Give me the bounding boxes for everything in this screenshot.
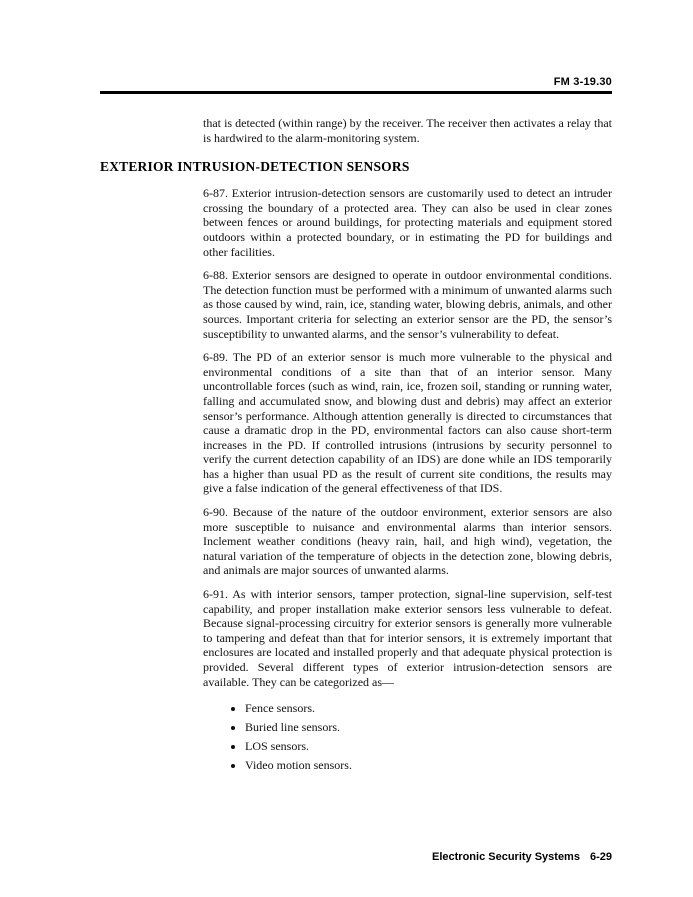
section-heading: EXTERIOR INTRUSION-DETECTION SENSORS xyxy=(100,159,410,175)
list-item-buried-line-sensors: • Buried line sensors. xyxy=(245,720,605,735)
page-header xyxy=(100,76,612,94)
intro-continuation-paragraph: that is detected (within range) by the receiver. The receiver then activates a relay that is hardwired to the alarm-monitoring system. xyxy=(203,116,612,145)
header-rule xyxy=(100,91,612,94)
sensor-category-list xyxy=(231,701,605,773)
list-item-video-motion-sensors: • Video motion sensors. xyxy=(245,758,605,773)
footer-section-title: Electronic Security Systems xyxy=(432,851,580,863)
page-footer xyxy=(100,851,612,863)
list-item-los-sensors: • LOS sensors. xyxy=(245,739,605,754)
paragraph-6-91: 6-91. As with interior sensors, tamper protection, signal-line supervision, self-test capability, and proper installation make exterior sensors less vulnerable to defeat. Because signal-processing circuitry for exterior sensors is generally more vulnerable to tampering and defeat than that for interior sensors, it is extremely important that enclosures are located and installed properly and that adequate physical protection is provided. Several different types of exterior intrusion-detection sensors are available. They can be categorized as— xyxy=(203,587,612,689)
doc-number: FM 3-19.30 xyxy=(553,76,612,88)
paragraph-6-89: 6-89. The PD of an exterior sensor is much more vulnerable to the physical and environmental conditions of a site than that of an interior sensor. Many uncontrollable forces (such as wind, rain, ice, frozen soil, standing or running water, falling and accumulated snow, and blowing dust and debris) may affect an exterior sensor’s performance. Although attention generally is directed to circumstances that cause a dramatic drop in the PD, environmental factors can also cause short-term increases in the PD. If controlled intrusions (intrusions by security personnel to verify the current detection capability of an IDS) are done while an IDS temporarily has a higher than usual PD as the result of current site conditions, the results may give a false indication of the general effectiveness of that IDS. xyxy=(203,350,612,496)
list-item-fence-sensors: • Fence sensors. xyxy=(245,701,605,716)
paragraph-6-88: 6-88. Exterior sensors are designed to operate in outdoor environmental conditions. The detection function must be performed with a minimum of unwanted alarms such as those caused by wind, rain, ice, standing water, blowing debris, animals, and other sources. Important criteria for selecting an exterior sensor are the PD, the sensor’s susceptibility to unwanted alarms, and the sensor’s vulnerability to defeat. xyxy=(203,268,612,341)
paragraph-6-87: 6-87. Exterior intrusion-detection sensors are customarily used to detect an intruder crossing the boundary of a protected area. They can also be used in clear zones between fences or around buildings, for protecting materials and equipment stored outdoors within a protected boundary, or in estimating the PD for buildings and other facilities. xyxy=(203,186,612,259)
paragraph-6-90: 6-90. Because of the nature of the outdoor environment, exterior sensors are also more susceptible to nuisance and environmental alarms than interior sensors. Inclement weather conditions (heavy rain, hail, and high wind), vegetation, the natural variation of the temperature of objects in the detection zone, blowing debris, and animals are major sources of unwanted alarms. xyxy=(203,505,612,578)
page-content xyxy=(100,116,612,778)
footer-page-number: 6-29 xyxy=(589,851,612,863)
